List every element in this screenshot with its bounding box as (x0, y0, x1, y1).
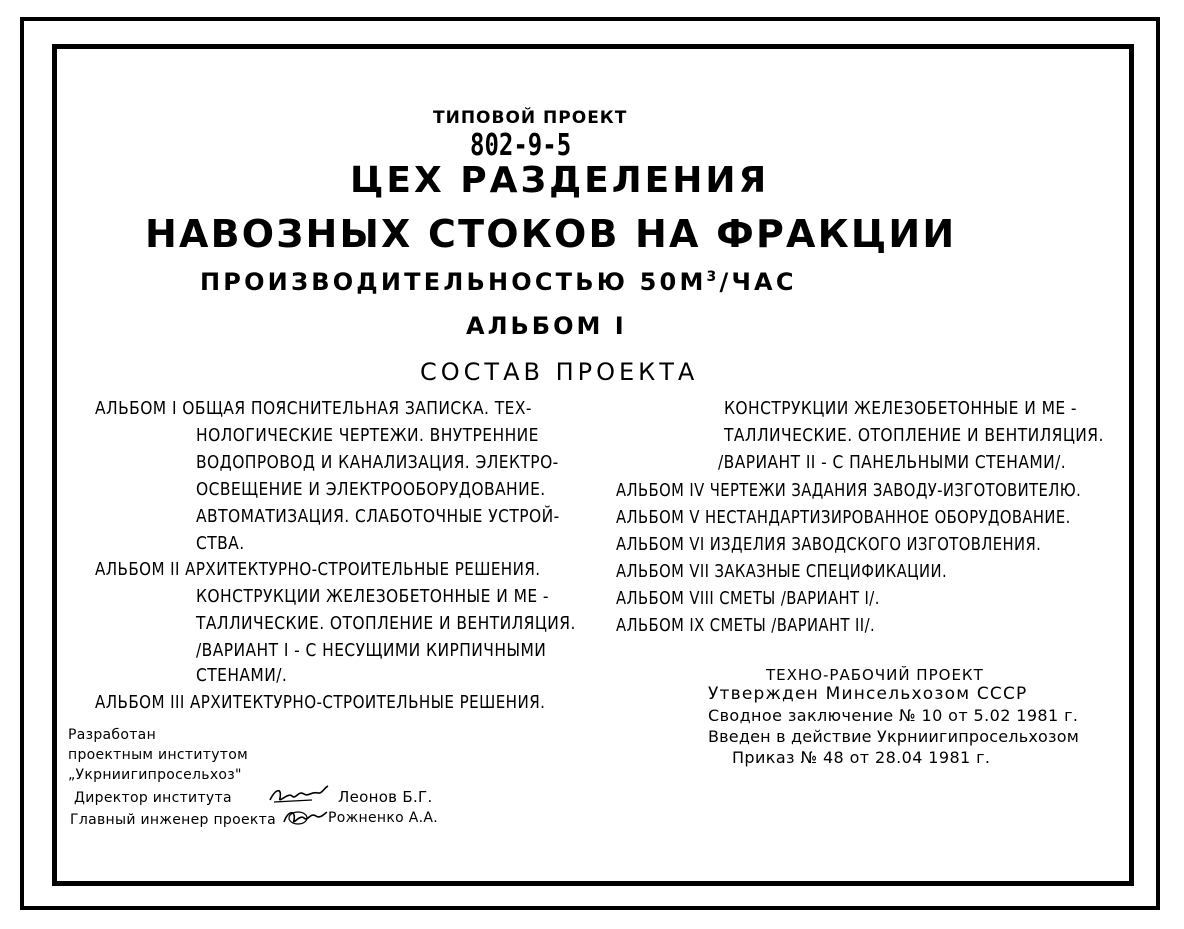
left-line-10: /ВАРИАНТ I - С НЕСУЩИМИ КИРПИЧНЫМИ (196, 640, 547, 661)
left-line-1: АЛЬБОМ I ОБЩАЯ ПОЯСНИТЕЛЬНАЯ ЗАПИСКА. ТЕХ- (95, 398, 532, 419)
left-line-2: НОЛОГИЧЕСКИЕ ЧЕРТЕЖИ. ВНУТРЕННИЕ (196, 425, 539, 446)
engineer-signature (282, 806, 328, 830)
title-line-2: НАВОЗНЫХ СТОКОВ НА ФРАКЦИИ (145, 212, 957, 256)
left-line-11: СТЕНАМИ/. (196, 665, 288, 686)
left-line-12: АЛЬБОМ III АРХИТЕКТУРНО-СТРОИТЕЛЬНЫЕ РЕШЕНИЯ. (95, 692, 546, 713)
right-line-3: /ВАРИАНТ II - С ПАНЕЛЬНЫМИ СТЕНАМИ/. (718, 452, 1067, 473)
approval-line-5: Приказ № 48 от 28.04 1981 г. (732, 748, 991, 767)
left-line-9: ТАЛЛИЧЕСКИЕ. ОТОПЛЕНИЕ И ВЕНТИЛЯЦИЯ. (196, 613, 576, 634)
approval-line-4: Введен в действие Укрниигипросельхозом (708, 727, 1079, 746)
left-line-8: КОНСТРУКЦИИ ЖЕЛЕЗОБЕТОННЫЕ И МЕ - (196, 586, 549, 607)
approval-line-1: ТЕХНО-РАБОЧИЙ ПРОЕКТ (766, 666, 984, 684)
right-line-6: АЛЬБОМ VI ИЗДЕЛИЯ ЗАВОДСКОГО ИЗГОТОВЛЕНИЯ. (616, 534, 1042, 555)
right-line-4: АЛЬБОМ IV ЧЕРТЕЖИ ЗАДАНИЯ ЗАВОДУ-ИЗГОТОВИТЕЛЮ. (616, 480, 1082, 501)
capacity-suffix: /ЧАС (719, 268, 797, 296)
director-label: Директор института (74, 790, 232, 806)
left-line-7: АЛЬБОМ II АРХИТЕКТУРНО-СТРОИТЕЛЬНЫЕ РЕШЕНИЯ. (95, 559, 541, 580)
capacity-line (200, 268, 797, 296)
right-line-2: ТАЛЛИЧЕСКИЕ. ОТОПЛЕНИЕ И ВЕНТИЛЯЦИЯ. (724, 425, 1104, 446)
composition-heading: СОСТАВ ПРОЕКТА (420, 358, 699, 386)
project-number: 802-9-5 (470, 128, 572, 163)
left-line-5: АВТОМАТИЗАЦИЯ. СЛАБОТОЧНЫЕ УСТРОЙ- (196, 506, 560, 527)
left-line-3: ВОДОПРОВОД И КАНАЛИЗАЦИЯ. ЭЛЕКТРО- (196, 452, 559, 473)
left-line-4: ОСВЕЩЕНИЕ И ЭЛЕКТРООБОРУДОВАНИЕ. (196, 479, 546, 500)
approval-line-3: Сводное заключение № 10 от 5.02 1981 г. (708, 706, 1079, 725)
title-line-1: ЦЕХ РАЗДЕЛЕНИЯ (350, 160, 770, 201)
developer-line-1: Разработан (68, 727, 157, 743)
right-line-8: АЛЬБОМ VIII СМЕТЫ /ВАРИАНТ I/. (616, 588, 880, 609)
right-line-9: АЛЬБОМ IX СМЕТЫ /ВАРИАНТ II/. (616, 615, 876, 636)
album-title: АЛЬБОМ I (466, 312, 627, 340)
developer-line-3: „Укрниигипросельхоз" (68, 767, 242, 783)
right-line-7: АЛЬБОМ VII ЗАКАЗНЫЕ СПЕЦИФИКАЦИИ. (616, 561, 948, 582)
director-name: Леонов Б.Г. (338, 788, 433, 806)
director-signature (268, 782, 330, 808)
engineer-name: Рожненко А.А. (328, 810, 438, 826)
engineer-label: Главный инженер проекта (70, 812, 276, 828)
capacity-superscript: 3 (706, 269, 720, 285)
right-line-5: АЛЬБОМ V НЕСТАНДАРТИЗИРОВАННОЕ ОБОРУДОВАНИЕ. (616, 507, 1071, 528)
approval-line-2: Утвержден Минсельхозом СССР (708, 684, 1028, 704)
developer-line-2: проектным институтом (68, 747, 248, 763)
left-line-6: СТВА. (196, 533, 245, 554)
typical-project-label: ТИПОВОЙ ПРОЕКТ (433, 108, 628, 128)
right-line-1: КОНСТРУКЦИИ ЖЕЛЕЗОБЕТОННЫЕ И МЕ - (724, 398, 1077, 419)
capacity-prefix: ПРОИЗВОДИТЕЛЬНОСТЬЮ 50М (200, 268, 707, 296)
